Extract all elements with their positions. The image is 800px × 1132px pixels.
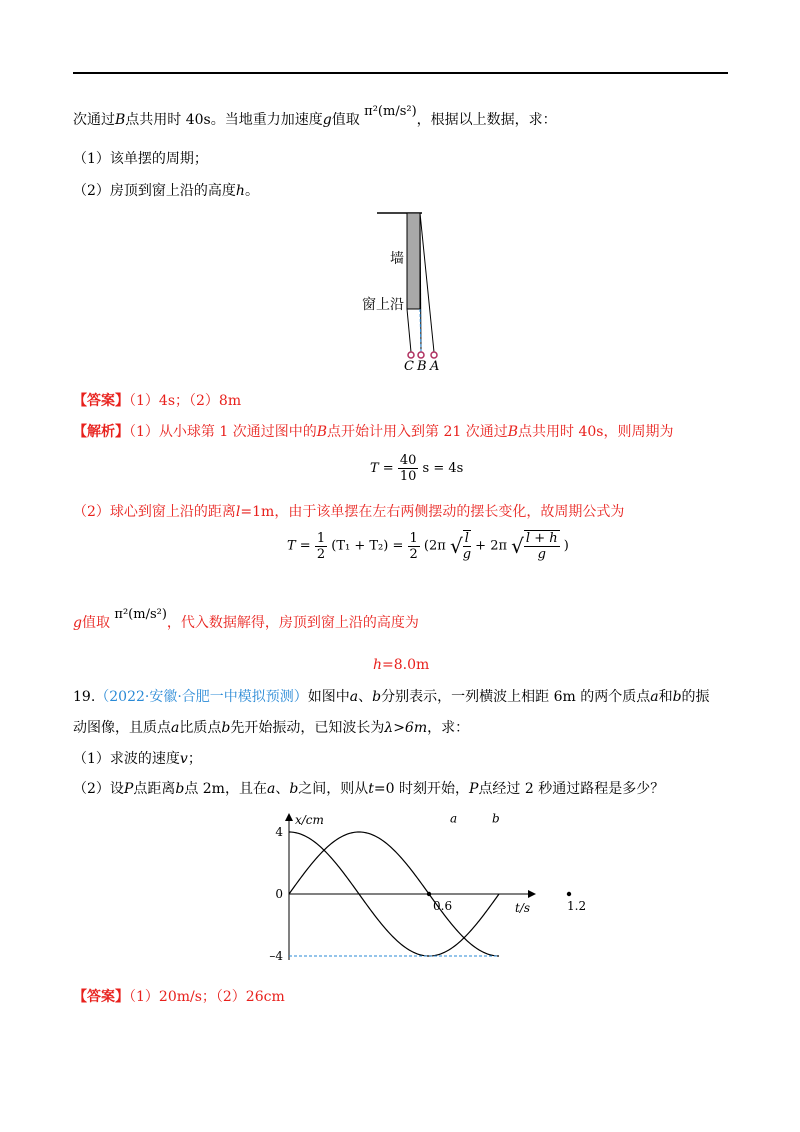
solution-18-line2: （2）球心到窗上沿的距离l=1m，由于该单摆在左右两侧摆动的摆长变化，故周期公式为 (73, 504, 625, 520)
equation-period: T = $\frac{40}{10}$ s = 4s (370, 453, 464, 484)
q19-part2: （2）设P点距离b点 2m，且在a、b之间，则从t=0 时刻开始，P点经过 2 秒通过路程是多少？ (73, 781, 665, 797)
answer-19: 【答案】（1）20m/s；（2）26cm (73, 989, 285, 1005)
equation-period-formula: T = $\frac{1}{2}$ (T₁ + T₂) = $\frac{1}{2}$ (2π √ $\frac{l}{g}$ + 2π √ $\frac{l + h}{g}$ ) (287, 530, 569, 562)
q19-line1: 19.（2022·安徽·合肥一中模拟预测）如图中a、b分别表示，一列横波上相距 6m 的两个质点a和b的振 (73, 689, 710, 705)
wall-rect (407, 213, 420, 309)
q18-part2: （2）房顶到窗上沿的高度h。 (73, 183, 259, 199)
window-label: 窗上沿 (362, 297, 404, 313)
crossing-dot (567, 892, 571, 896)
label-a: A (430, 359, 440, 374)
x-axis-label: t/s (515, 901, 531, 915)
series-a-label: a (450, 811, 458, 826)
label-b: B (417, 359, 427, 374)
y-tick-neg4: –4 (269, 949, 283, 963)
solution-18-line1: 【解析】（1）从小球第 1 次通过图中的B点开始计用入到第 21 次通过B点共用时 40s，则周期为 (73, 424, 674, 440)
ball-c (408, 352, 414, 358)
wall-label: 墙 (390, 251, 404, 267)
q18-line1: 次通过B点共用时 40s。当地重力加速度g值取 π²(m/s²)，根据以上数据，求： (73, 104, 557, 128)
x-tick-0.6: 0.6 (433, 899, 453, 913)
ball-a (431, 352, 437, 358)
solution-18-result: h=8.0m (373, 657, 430, 673)
y-axis-label: x/cm (295, 813, 324, 827)
series-b-label: b (492, 811, 500, 826)
label-c: C (404, 359, 414, 374)
ball-b (418, 352, 424, 358)
y-tick-0: 0 (275, 887, 283, 901)
solution-18-line3: g值取 π²(m/s²)，代入数据解得，房顶到窗上沿的高度为 (73, 607, 419, 631)
x-tick-1.2: 1.2 (567, 899, 587, 913)
q19-line2: 动图像，且质点a比质点b先开始振动，已知波长为λ>6m，求： (73, 720, 470, 736)
y-tick-4: 4 (275, 825, 283, 839)
vibration-chart (265, 808, 587, 968)
crossing-dot (427, 892, 431, 896)
string-a (420, 213, 434, 352)
q18-part1: （1）该单摆的周期； (73, 151, 208, 167)
pendulum-figure (340, 205, 460, 375)
answer-18: 【答案】（1）4s；（2）8m (73, 393, 242, 409)
string-c (407, 309, 411, 352)
q19-part1: （1）求波的速度v； (73, 751, 202, 767)
header-rule (73, 72, 728, 74)
